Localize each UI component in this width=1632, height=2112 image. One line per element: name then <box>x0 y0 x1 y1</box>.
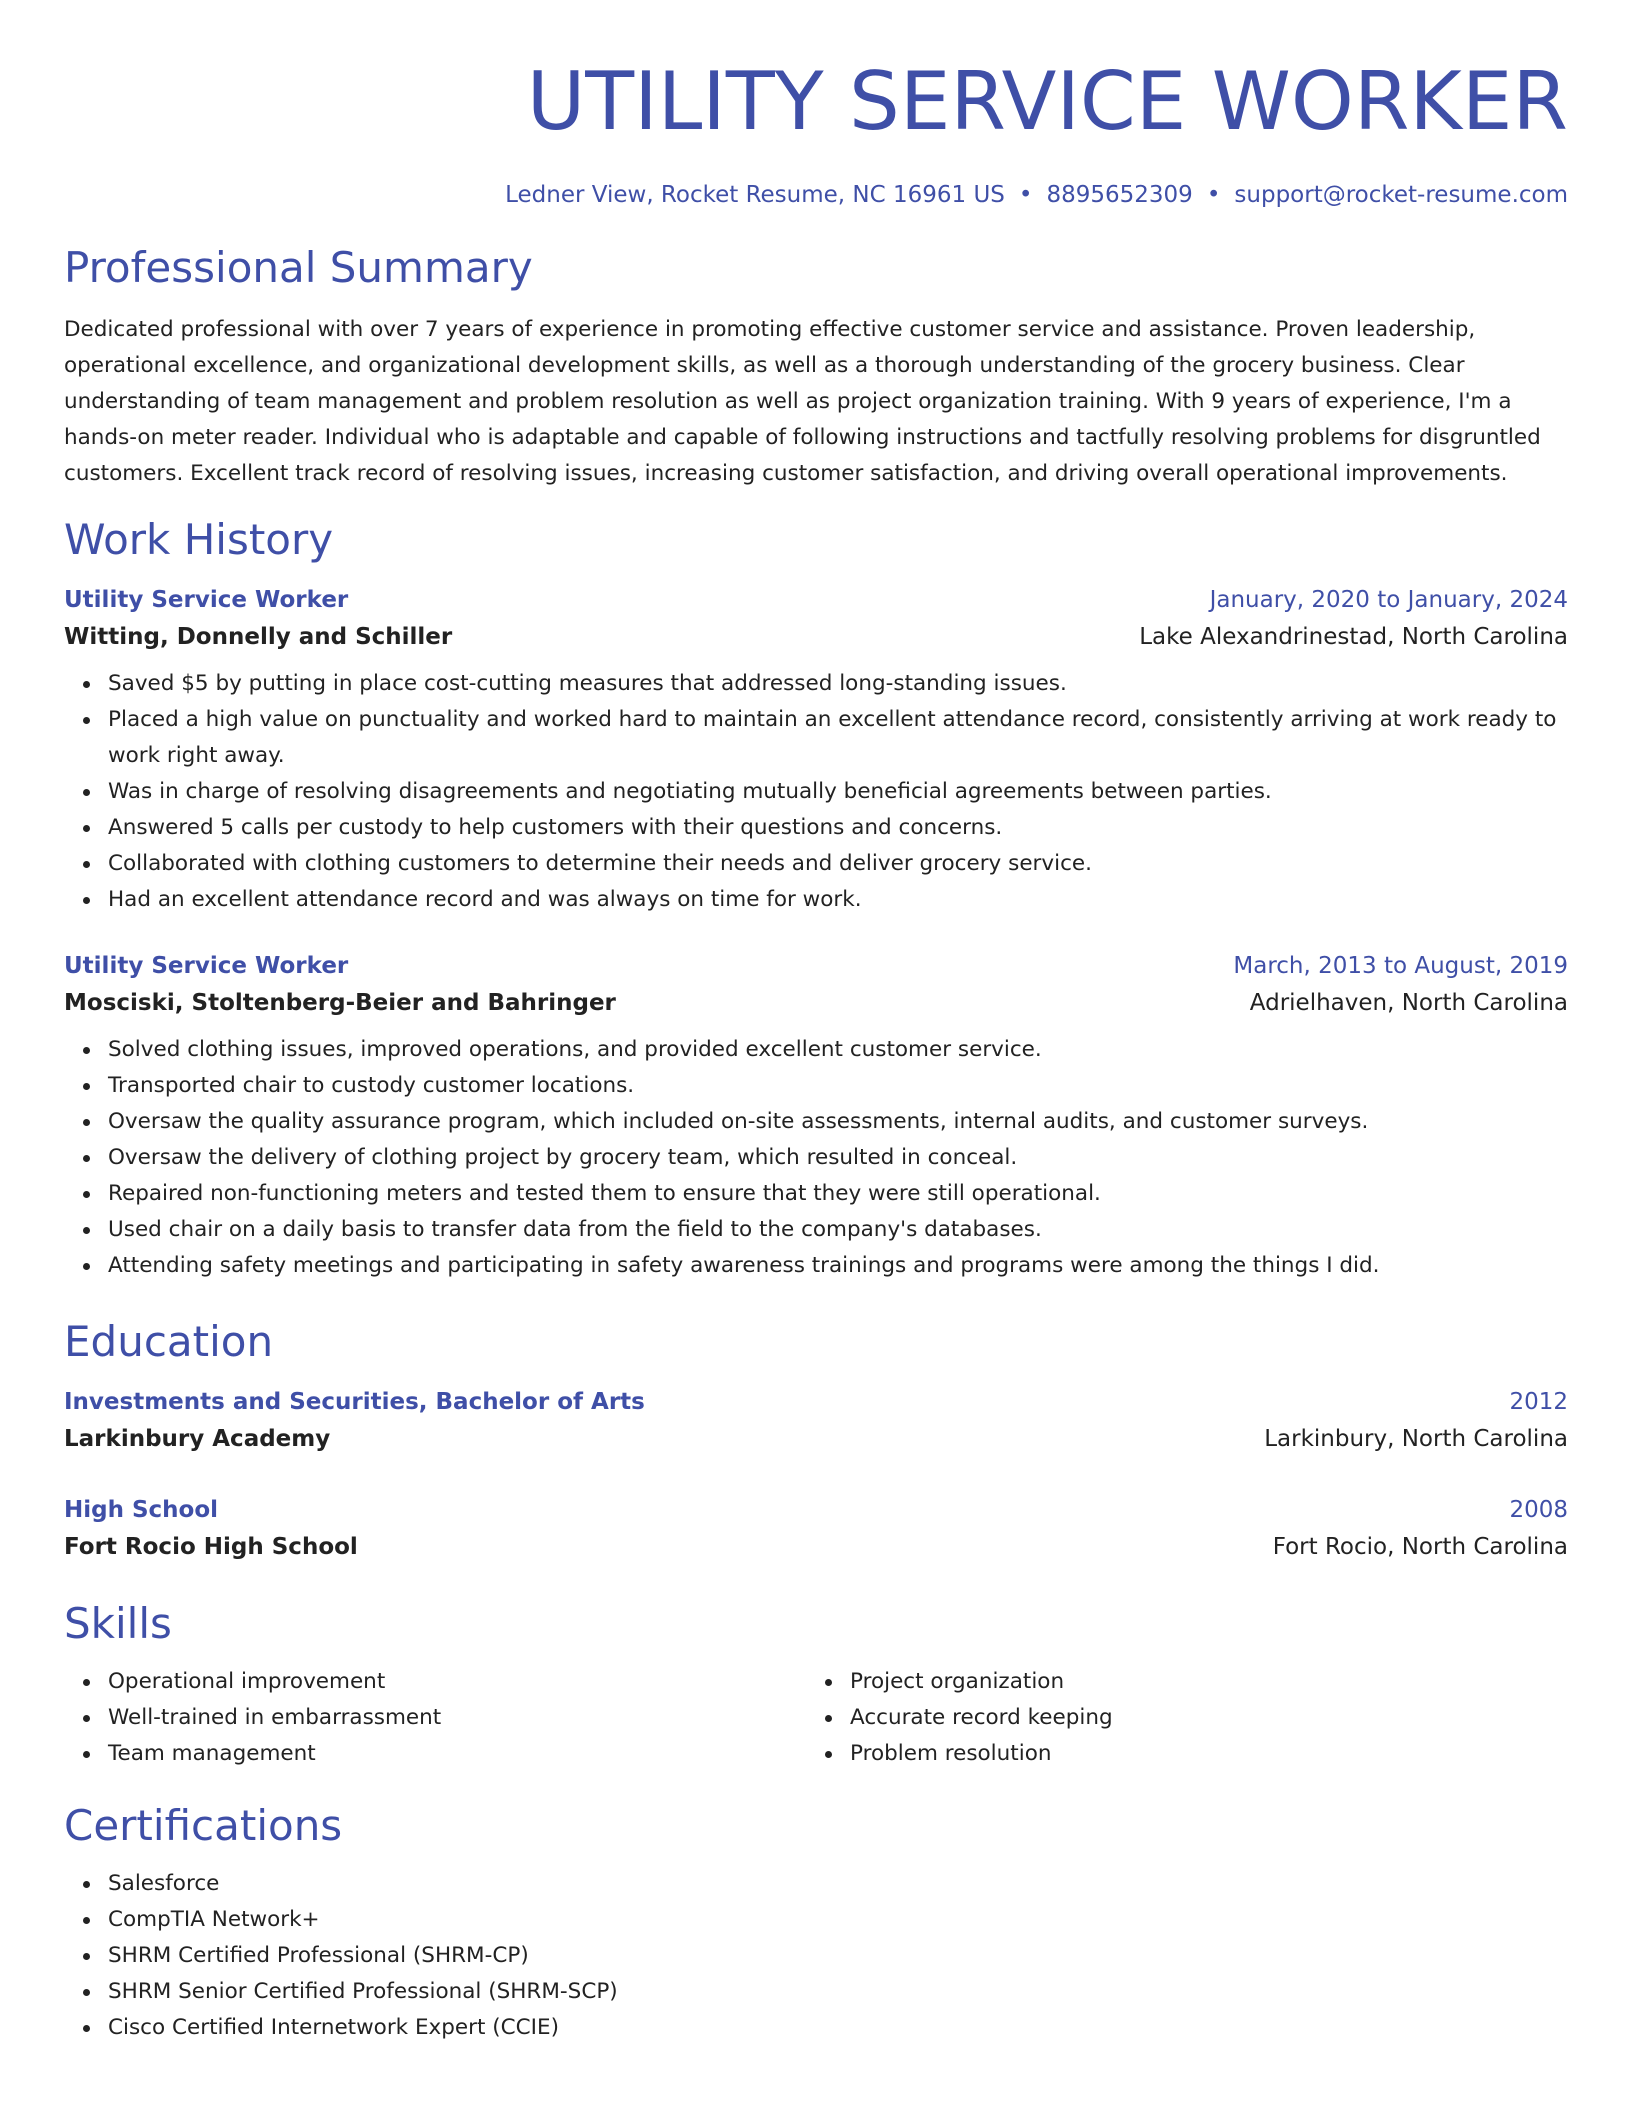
skill-item: Well-trained in embarrassment <box>108 1700 806 1736</box>
skill-item: Problem resolution <box>850 1736 1548 1772</box>
education-school: Larkinbury Academy <box>64 1426 331 1452</box>
education-location: Larkinbury, North Carolina <box>1264 1426 1568 1452</box>
job-duty: Oversaw the delivery of clothing project by grocery team, which resulted in conceal. <box>108 1140 1568 1176</box>
certification-item: Salesforce <box>108 1866 1568 1902</box>
certification-item: CompTIA Network+ <box>108 1902 1568 1938</box>
job-duties-list <box>64 666 1568 918</box>
job-location: Adrielhaven, North Carolina <box>1249 990 1568 1016</box>
job-duty: Repaired non-functioning meters and tested them to ensure that they were still operational. <box>108 1176 1568 1212</box>
certifications-list <box>64 1866 1568 2046</box>
contact-phone: 8895652309 <box>1046 182 1193 208</box>
summary-heading: Professional Summary <box>64 243 533 292</box>
education-entry <box>64 1492 1568 1566</box>
contact-line <box>64 180 1568 210</box>
certification-item: SHRM Certified Professional (SHRM-CP) <box>108 1938 1568 1974</box>
job-duty: Placed a high value on punctuality and worked hard to maintain an excellent attendance record, consistently arriving at work ready to work right away. <box>108 702 1568 774</box>
job-duty: Answered 5 calls per custody to help customers with their questions and concerns. <box>108 810 1568 846</box>
job-duty: Transported chair to custody customer locations. <box>108 1068 1568 1104</box>
job-duty: Saved $5 by putting in place cost-cutting measures that addressed long-standing issues. <box>108 666 1568 702</box>
skill-item: Operational improvement <box>108 1664 806 1700</box>
contact-address: Ledner View, Rocket Resume, NC 16961 US <box>505 182 1005 208</box>
education-location: Fort Rocio, North Carolina <box>1272 1534 1568 1560</box>
job-duty: Used chair on a daily basis to transfer data from the field to the company's databases. <box>108 1212 1568 1248</box>
education-heading: Education <box>64 1317 274 1366</box>
job-duty: Was in charge of resolving disagreements and negotiating mutually beneficial agreements between parties. <box>108 774 1568 810</box>
job-dates: March, 2013 to August, 2019 <box>1233 953 1568 979</box>
skill-item: Team management <box>108 1736 806 1772</box>
job-duty: Solved clothing issues, improved operations, and provided excellent customer service. <box>108 1032 1568 1068</box>
contact-separator: • <box>1206 182 1221 208</box>
resume-page <box>64 0 1568 2046</box>
job-duty: Attending safety meetings and participating in safety awareness trainings and programs were among the things I did. <box>108 1248 1568 1284</box>
skills-columns <box>64 1664 1568 1772</box>
certification-item: Cisco Certified Internetwork Expert (CCIE) <box>108 2010 1568 2046</box>
certification-item: SHRM Senior Certified Professional (SHRM-SCP) <box>108 1974 1568 2010</box>
job-entry <box>64 948 1568 1284</box>
job-duty: Had an excellent attendance record and was always on time for work. <box>108 882 1568 918</box>
job-title: Utility Service Worker <box>64 953 349 979</box>
job-entry <box>64 582 1568 918</box>
education-degree: High School <box>64 1497 219 1523</box>
skill-item: Project organization <box>850 1664 1548 1700</box>
job-duty: Collaborated with clothing customers to determine their needs and deliver grocery service. <box>108 846 1568 882</box>
job-employer: Mosciski, Stoltenberg-Beier and Bahringer <box>64 990 616 1016</box>
job-title: Utility Service Worker <box>64 587 349 613</box>
skills-heading: Skills <box>64 1599 172 1648</box>
education-degree: Investments and Securities, Bachelor of Arts <box>64 1389 645 1415</box>
resume-name: UTILITY SERVICE WORKER <box>526 55 1568 148</box>
work-history-heading: Work History <box>64 515 334 564</box>
job-dates: January, 2020 to January, 2024 <box>1209 587 1568 613</box>
skill-item: Accurate record keeping <box>850 1700 1548 1736</box>
certifications-heading: Certifications <box>64 1801 343 1850</box>
education-entry <box>64 1384 1568 1458</box>
education-school: Fort Rocio High School <box>64 1534 358 1560</box>
summary-text: Dedicated professional with over 7 years of experience in promoting effective customer service and assistance. Proven leadership, operational excellence, and organizational development skills, as well as a thorough understanding of the grocery business. Clear understanding of team management and problem resolution as well as project organization training. With 9 years of experience, I'm a hands-on meter reader. Individual who is adaptable and capable of following instructions and tactfully resolving problems for disgruntled customers. Excellent track record of resolving issues, increasing customer satisfaction, and driving overall operational improvements. <box>64 317 1541 486</box>
skills-list-left <box>64 1664 806 1772</box>
job-duties-list <box>64 1032 1568 1284</box>
contact-separator: • <box>1018 182 1033 208</box>
job-employer: Witting, Donnelly and Schiller <box>64 624 453 650</box>
job-duty: Oversaw the quality assurance program, which included on-site assessments, internal audits, and customer surveys. <box>108 1104 1568 1140</box>
education-year: 2012 <box>1509 1389 1568 1415</box>
skills-list-right <box>806 1664 1548 1772</box>
education-year: 2008 <box>1509 1497 1568 1523</box>
contact-email: support@rocket-resume.com <box>1234 182 1568 208</box>
job-location: Lake Alexandrinestad, North Carolina <box>1139 624 1568 650</box>
